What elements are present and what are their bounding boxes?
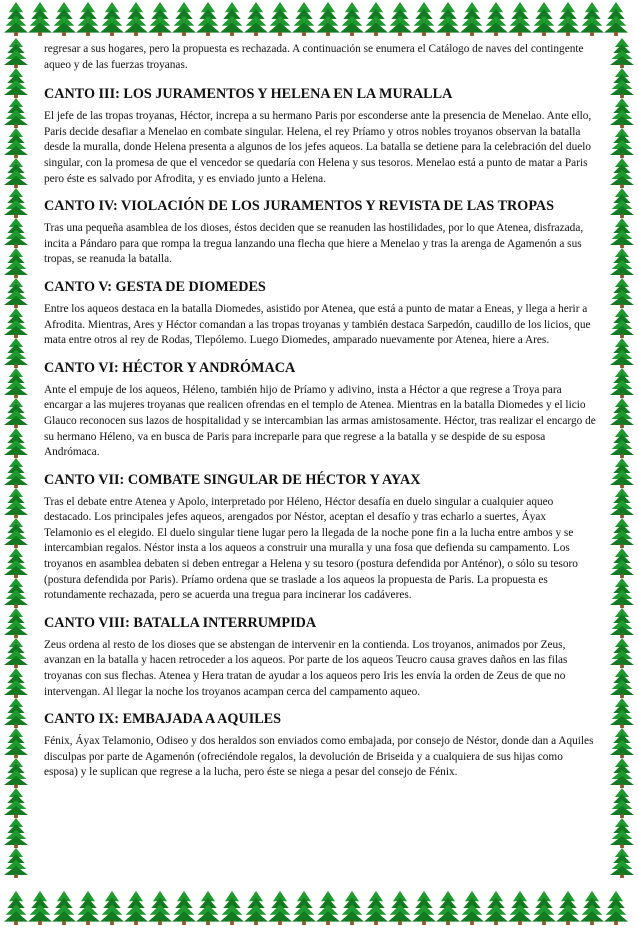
tree-icon bbox=[532, 891, 556, 925]
tree-icon bbox=[412, 891, 436, 925]
tree-icon bbox=[412, 2, 436, 36]
tree-icon bbox=[436, 891, 460, 925]
tree-icon bbox=[4, 548, 28, 578]
tree-icon bbox=[124, 2, 148, 36]
tree-icon bbox=[4, 308, 28, 338]
tree-icon bbox=[4, 698, 28, 728]
tree-icon bbox=[484, 891, 508, 925]
canto-7-heading: CANTO VII: COMBATE SINGULAR DE HÉCTOR Y AYAX bbox=[44, 471, 421, 488]
tree-icon bbox=[4, 38, 28, 68]
tree-icon bbox=[4, 398, 28, 428]
tree-icon bbox=[4, 488, 28, 518]
tree-border-top bbox=[0, 0, 638, 40]
tree-icon bbox=[460, 891, 484, 925]
tree-icon bbox=[268, 891, 292, 925]
tree-icon bbox=[610, 368, 634, 398]
tree-icon bbox=[4, 728, 28, 758]
tree-icon bbox=[4, 248, 28, 278]
tree-icon bbox=[196, 2, 220, 36]
tree-icon bbox=[556, 891, 580, 925]
tree-icon bbox=[610, 218, 634, 248]
tree-icon bbox=[610, 638, 634, 668]
tree-border-bottom bbox=[0, 888, 638, 928]
tree-icon bbox=[610, 308, 634, 338]
tree-icon bbox=[316, 2, 340, 36]
tree-icon bbox=[508, 2, 532, 36]
tree-icon bbox=[610, 608, 634, 638]
tree-icon bbox=[172, 891, 196, 925]
tree-icon bbox=[610, 278, 634, 308]
tree-icon bbox=[4, 218, 28, 248]
canto-6-summary: Ante el empuje de los aqueos, Héleno, también hijo de Príamo y adivino, insta a Héctor a que regrese a Troya para encargar a las mujeres troyanas que realicen ofrendas en el templo de Atenea. Mientras en la batalla Diomedes y el licio Glauco reconocen sus lazos de hospitalidad y se intercambian las armas amistosamente. Héctor, tras realizar el encargo de su hermano Héleno, va en busca de Paris para increparle para que regrese a la batalla y se despide de su esposa Andrómaca. bbox=[44, 383, 596, 459]
tree-icon bbox=[268, 2, 292, 36]
canto-5-heading: CANTO V: GESTA DE DIOMEDES bbox=[44, 278, 266, 295]
tree-icon bbox=[172, 2, 196, 36]
canto-4-heading: CANTO IV: VIOLACIÓN DE LOS JURAMENTOS Y REVISTA DE LAS TROPAS bbox=[44, 198, 555, 215]
tree-icon bbox=[52, 891, 76, 925]
tree-icon bbox=[76, 2, 100, 36]
intro-paragraph: regresar a sus hogares, pero la propuesta es rechazada. A continuación se enumera el Catálogo de naves del contingente aqueo y de las fuerzas troyanas. bbox=[44, 43, 584, 71]
tree-icon bbox=[610, 668, 634, 698]
tree-icon bbox=[610, 848, 634, 878]
tree-icon bbox=[4, 458, 28, 488]
tree-icon bbox=[148, 891, 172, 925]
tree-border-right bbox=[606, 0, 638, 928]
tree-icon bbox=[4, 68, 28, 98]
tree-icon bbox=[610, 188, 634, 218]
tree-icon bbox=[220, 2, 244, 36]
tree-icon bbox=[4, 638, 28, 668]
canto-5-summary: Entre los aqueos destaca en la batalla Diomedes, asistido por Atenea, que está a punto de matar a Eneas, y llega a herir a Afrodita. Mientras, Ares y Héctor comandan a las tropas troyanas y también destaca Sarpedón, caudillo de los licios, que mata entre otros al rey de Rodas, Tlepólemo. Luego Diomedes, amparado nuevamente por Atenea, hiere a Ares. bbox=[44, 302, 591, 347]
tree-icon bbox=[4, 338, 28, 368]
tree-icon bbox=[4, 128, 28, 158]
tree-icon bbox=[316, 891, 340, 925]
tree-icon bbox=[220, 891, 244, 925]
tree-icon bbox=[4, 98, 28, 128]
tree-icon bbox=[4, 278, 28, 308]
tree-icon bbox=[364, 891, 388, 925]
canto-3-summary: El jefe de las tropas troyanas, Héctor, increpa a su hermano Paris por esconderse ante la presencia de Menelao. Ante ello, Paris decide desafiar a Menelao en combate singular. Helena, el rey Príamo y otros nobles troyanos observan la batalla desde la muralla, donde Helena presenta a algunos de los jefes aqueos. La batalla se detiene para la celebración del duelo singular, con la promesa de que el vencedor se quedaría con Helena y sus tesoros. Menelao está a punto de matar a Paris pero éste es salvado por Afrodita, y es enviado junto a Helena. bbox=[44, 110, 592, 185]
tree-icon bbox=[556, 2, 580, 36]
tree-icon bbox=[4, 608, 28, 638]
tree-icon bbox=[610, 38, 634, 68]
tree-icon bbox=[4, 818, 28, 848]
tree-icon bbox=[610, 128, 634, 158]
canto-9-heading: CANTO IX: EMBAJADA A AQUILES bbox=[44, 711, 282, 728]
canto-7-summary: Tras el debate entre Atenea y Apolo, interpretado por Héleno, Héctor desafía en duelo singular a cualquier aqueo destacado. Los principales jefes aqueos, arengados por Néstor, aceptan el desafío y tras echarlo a suertes, Áyax Telamonio es el elegido. El duelo singular tiene lugar pero la llegada de la noche pone fin a la lucha entre ambos y se intercambian regalos. Néstor insta a los aqueos a construir una muralla y una fosa que defienda su campamento. Los troyanos en asamblea debaten si deben entregar a Helena y su tesoro (postura defendida por Anténor), o sólo su tesoro (postura defendida por Paris). Príamo ordena que se traslade a los aqueos la propuesta de Paris. La propuesta es rotundamente rechazada, pero se acuerda una tregua para incinerar los cadáveres. bbox=[44, 495, 578, 602]
tree-icon bbox=[388, 2, 412, 36]
tree-icon bbox=[4, 428, 28, 458]
tree-icon bbox=[196, 891, 220, 925]
tree-icon bbox=[508, 891, 532, 925]
tree-icon bbox=[610, 548, 634, 578]
tree-icon bbox=[340, 2, 364, 36]
tree-icon bbox=[436, 2, 460, 36]
tree-icon bbox=[124, 891, 148, 925]
tree-icon bbox=[292, 2, 316, 36]
tree-icon bbox=[610, 488, 634, 518]
tree-icon bbox=[4, 368, 28, 398]
tree-icon bbox=[4, 788, 28, 818]
tree-icon bbox=[148, 2, 172, 36]
canto-8-heading: CANTO VIII: BATALLA INTERRUMPIDA bbox=[44, 614, 317, 631]
tree-icon bbox=[610, 518, 634, 548]
tree-icon bbox=[4, 848, 28, 878]
tree-icon bbox=[292, 891, 316, 925]
tree-icon bbox=[580, 2, 604, 36]
tree-icon bbox=[610, 458, 634, 488]
tree-icon bbox=[580, 891, 604, 925]
tree-icon bbox=[610, 338, 634, 368]
tree-icon bbox=[610, 758, 634, 788]
tree-icon bbox=[4, 188, 28, 218]
tree-icon bbox=[610, 728, 634, 758]
canto-8-summary: Zeus ordena al resto de los dioses que se abstengan de intervenir en la contienda. Los troyanos, animados por Zeus, avanzan en la batalla y hacen retroceder a los aqueos. Por parte de los aqueos Teucro causa graves daños en las filas troyanas con sus flechas. Atenea y Hera tratan de ayudar a los aqueos pero Iris les envía la orden de Zeus de que no intervengan. Al llegar la noche los troyanos acampan cerca del campamento aqueo. bbox=[44, 638, 568, 698]
tree-icon bbox=[4, 668, 28, 698]
tree-icon bbox=[364, 2, 388, 36]
tree-icon bbox=[610, 98, 634, 128]
tree-icon bbox=[100, 2, 124, 36]
tree-icon bbox=[610, 698, 634, 728]
tree-icon bbox=[388, 891, 412, 925]
tree-icon bbox=[610, 818, 634, 848]
tree-icon bbox=[610, 68, 634, 98]
tree-icon bbox=[340, 891, 364, 925]
tree-icon bbox=[610, 428, 634, 458]
tree-icon bbox=[100, 891, 124, 925]
tree-border-left bbox=[0, 0, 32, 928]
tree-icon bbox=[610, 158, 634, 188]
tree-icon bbox=[4, 158, 28, 188]
tree-icon bbox=[244, 891, 268, 925]
document-body bbox=[44, 42, 596, 781]
tree-icon bbox=[4, 578, 28, 608]
tree-icon bbox=[484, 2, 508, 36]
tree-icon bbox=[610, 578, 634, 608]
tree-icon bbox=[76, 891, 100, 925]
tree-icon bbox=[460, 2, 484, 36]
tree-icon bbox=[244, 2, 268, 36]
tree-icon bbox=[52, 2, 76, 36]
tree-icon bbox=[610, 248, 634, 278]
canto-4-summary: Tras una pequeña asamblea de los dioses, éstos deciden que se reanuden las hostilidades, por lo que Atenea, disfrazada, incita a Pándaro para que rompa la tregua lanzando una flecha que hiere a Menelao y tras la arenga de Agamenón a sus tropas, se reanuda la batalla. bbox=[44, 222, 584, 266]
tree-icon bbox=[610, 398, 634, 428]
canto-6-heading: CANTO VI: HÉCTOR Y ANDRÓMACA bbox=[44, 359, 296, 376]
tree-icon bbox=[4, 758, 28, 788]
tree-icon bbox=[4, 518, 28, 548]
canto-9-summary: Fénix, Áyax Telamonio, Odiseo y dos heraldos son enviados como embajada, por consejo de Néstor, donde dan a Aquiles disculpas por parte de Agamenón (ofreciéndole regalos, la devolución de Briseida y a cualquiera de sus hijas como esposa) y le suplican que regrese a la lucha, pero éste se niega a pesar del consejo de Fénix. bbox=[44, 735, 594, 779]
tree-icon bbox=[610, 788, 634, 818]
tree-icon bbox=[532, 2, 556, 36]
canto-3-heading: CANTO III: LOS JURAMENTOS Y HELENA EN LA MURALLA bbox=[44, 86, 453, 103]
